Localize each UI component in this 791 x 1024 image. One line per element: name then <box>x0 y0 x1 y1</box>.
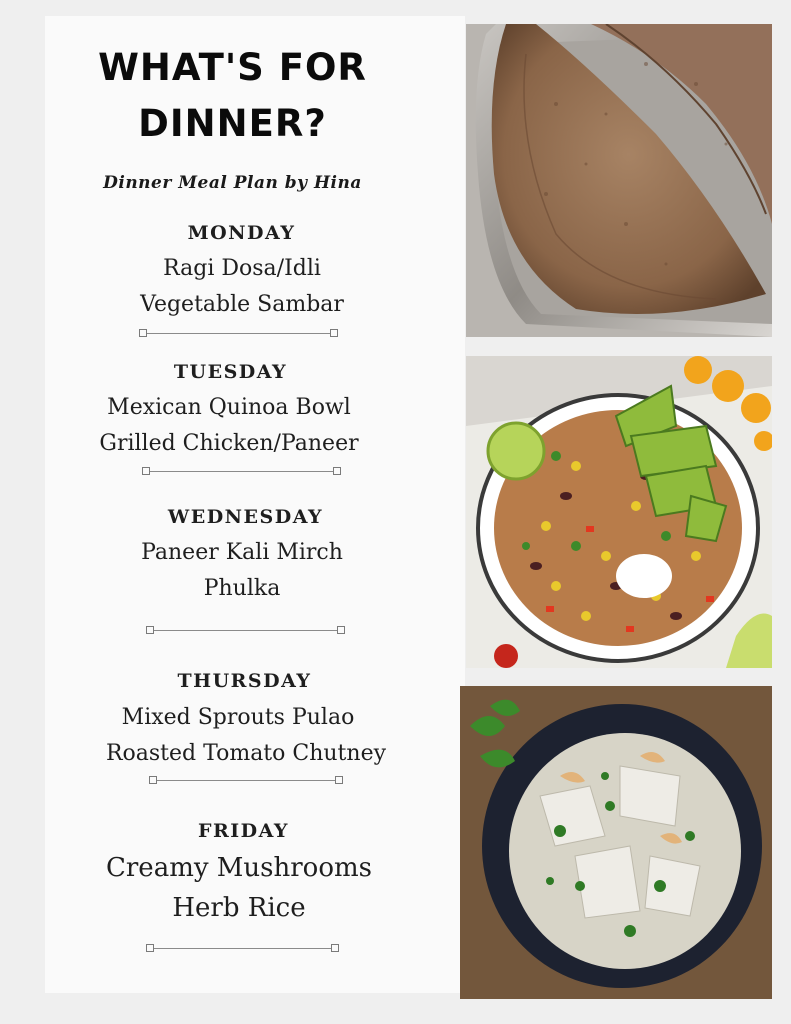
divider-tuesday <box>142 467 341 477</box>
dish-friday-2: Herb Rice <box>172 893 306 923</box>
divider-friday <box>146 944 339 954</box>
page-subtitle: Dinner Meal Plan by Hina <box>103 173 362 193</box>
page-title-line-2: DINNER? <box>138 102 327 145</box>
dish-monday-1: Ragi Dosa/Idli <box>163 256 321 281</box>
page-title-line-1: WHAT'S FOR <box>98 46 367 89</box>
day-heading-thursday: THURSDAY <box>177 670 312 692</box>
ragi-dosa-photo <box>466 24 772 337</box>
dish-tuesday-1: Mexican Quinoa Bowl <box>107 395 351 420</box>
dish-monday-2: Vegetable Sambar <box>140 292 344 317</box>
dish-thursday-2: Roasted Tomato Chutney <box>105 741 387 766</box>
day-heading-monday: MONDAY <box>187 222 296 244</box>
meal-plan-card <box>45 16 465 993</box>
creamy-mushrooms-photo <box>460 686 772 999</box>
day-heading-friday: FRIDAY <box>197 820 289 842</box>
day-heading-tuesday: TUESDAY <box>173 361 288 383</box>
divider-wednesday <box>146 626 345 636</box>
dish-friday-1: Creamy Mushrooms <box>105 853 372 883</box>
dish-thursday-1: Mixed Sprouts Pulao <box>121 705 355 730</box>
dish-tuesday-2: Grilled Chicken/Paneer <box>99 431 359 456</box>
quinoa-bowl-photo <box>466 356 772 668</box>
day-heading-wednesday: WEDNESDAY <box>167 506 324 528</box>
dish-wednesday-2: Phulka <box>203 576 281 601</box>
dish-wednesday-1: Paneer Kali Mirch <box>141 540 343 565</box>
divider-thursday <box>149 776 343 786</box>
divider-monday <box>139 329 338 339</box>
